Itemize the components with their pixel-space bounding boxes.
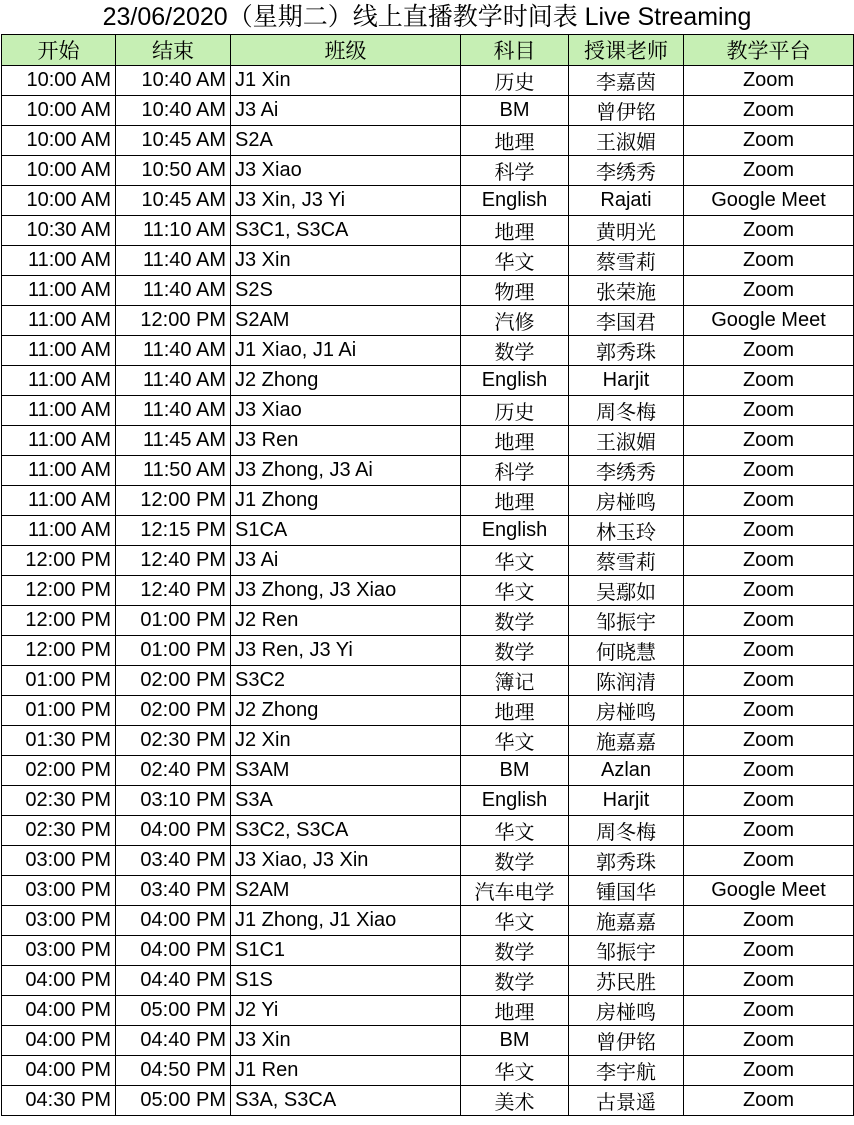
cell-subject: 地理: [461, 696, 569, 726]
cell-platform: Zoom: [684, 396, 854, 426]
cell-end: 11:40 AM: [116, 366, 231, 396]
cell-start: 03:00 PM: [2, 936, 116, 966]
cell-class: J2 Xin: [231, 726, 461, 756]
cell-subject: 簿记: [461, 666, 569, 696]
cell-teacher: Rajati: [569, 186, 684, 216]
cell-end: 10:50 AM: [116, 156, 231, 186]
cell-end: 11:45 AM: [116, 426, 231, 456]
cell-platform: Zoom: [684, 846, 854, 876]
cell-start: 04:00 PM: [2, 1056, 116, 1086]
cell-teacher: 黄明光: [569, 216, 684, 246]
cell-platform: Zoom: [684, 576, 854, 606]
table-row: [2, 66, 854, 96]
cell-class: S2A: [231, 126, 461, 156]
cell-teacher: 郭秀珠: [569, 336, 684, 366]
header-row: [2, 35, 854, 66]
cell-start: 02:30 PM: [2, 786, 116, 816]
table-row: [2, 726, 854, 756]
table-header: [2, 35, 854, 66]
cell-subject: 地理: [461, 996, 569, 1026]
cell-class: S1CA: [231, 516, 461, 546]
cell-subject: 地理: [461, 426, 569, 456]
cell-start: 11:00 AM: [2, 426, 116, 456]
cell-end: 12:15 PM: [116, 516, 231, 546]
cell-teacher: 房椪鸣: [569, 996, 684, 1026]
cell-start: 04:00 PM: [2, 966, 116, 996]
cell-subject: 数学: [461, 966, 569, 996]
cell-platform: Zoom: [684, 1086, 854, 1116]
cell-platform: Zoom: [684, 156, 854, 186]
cell-class: S3C1, S3CA: [231, 216, 461, 246]
cell-class: J1 Zhong: [231, 486, 461, 516]
cell-platform: Zoom: [684, 516, 854, 546]
table-row: [2, 1056, 854, 1086]
table-row: [2, 276, 854, 306]
cell-subject: 数学: [461, 636, 569, 666]
cell-platform: Zoom: [684, 966, 854, 996]
cell-teacher: 邹振宇: [569, 936, 684, 966]
table-row: [2, 246, 854, 276]
cell-platform: Zoom: [684, 906, 854, 936]
cell-class: J3 Ai: [231, 546, 461, 576]
cell-platform: Google Meet: [684, 186, 854, 216]
cell-end: 02:40 PM: [116, 756, 231, 786]
header-subject: 科目: [461, 35, 569, 66]
cell-start: 11:00 AM: [2, 396, 116, 426]
cell-teacher: 锺国华: [569, 876, 684, 906]
table-row: [2, 606, 854, 636]
cell-teacher: 王淑媚: [569, 126, 684, 156]
cell-subject: 汽修: [461, 306, 569, 336]
cell-teacher: 苏民胜: [569, 966, 684, 996]
cell-end: 05:00 PM: [116, 1086, 231, 1116]
page-title: 23/06/2020（星期二）线上直播教学时间表 Live Streaming: [0, 0, 854, 34]
cell-start: 02:00 PM: [2, 756, 116, 786]
table-row: [2, 336, 854, 366]
table-row: [2, 456, 854, 486]
cell-teacher: 蔡雪莉: [569, 246, 684, 276]
cell-start: 01:00 PM: [2, 666, 116, 696]
cell-class: J2 Zhong: [231, 696, 461, 726]
cell-end: 12:00 PM: [116, 486, 231, 516]
cell-subject: 美术: [461, 1086, 569, 1116]
cell-platform: Zoom: [684, 1056, 854, 1086]
cell-start: 10:00 AM: [2, 186, 116, 216]
cell-subject: 历史: [461, 396, 569, 426]
cell-start: 11:00 AM: [2, 486, 116, 516]
table-row: [2, 96, 854, 126]
cell-teacher: 李绣秀: [569, 156, 684, 186]
cell-subject: English: [461, 366, 569, 396]
cell-subject: English: [461, 186, 569, 216]
cell-platform: Zoom: [684, 486, 854, 516]
cell-class: J3 Zhong, J3 Ai: [231, 456, 461, 486]
cell-class: J3 Ai: [231, 96, 461, 126]
cell-platform: Zoom: [684, 96, 854, 126]
cell-start: 10:30 AM: [2, 216, 116, 246]
cell-platform: Zoom: [684, 246, 854, 276]
cell-end: 10:45 AM: [116, 126, 231, 156]
cell-class: S3A: [231, 786, 461, 816]
cell-subject: English: [461, 516, 569, 546]
cell-start: 10:00 AM: [2, 96, 116, 126]
cell-class: J3 Ren, J3 Yi: [231, 636, 461, 666]
cell-end: 04:40 PM: [116, 966, 231, 996]
timetable: [1, 34, 854, 1116]
cell-start: 03:00 PM: [2, 906, 116, 936]
header-end: 结束: [116, 35, 231, 66]
cell-class: S3C2, S3CA: [231, 816, 461, 846]
table-row: [2, 996, 854, 1026]
cell-class: J3 Xiao, J3 Xin: [231, 846, 461, 876]
cell-teacher: 何晓慧: [569, 636, 684, 666]
table-row: [2, 666, 854, 696]
table-row: [2, 966, 854, 996]
cell-start: 10:00 AM: [2, 126, 116, 156]
cell-start: 01:00 PM: [2, 696, 116, 726]
cell-start: 10:00 AM: [2, 156, 116, 186]
cell-subject: 地理: [461, 126, 569, 156]
table-row: [2, 876, 854, 906]
cell-class: J1 Ren: [231, 1056, 461, 1086]
cell-teacher: 陈润清: [569, 666, 684, 696]
cell-platform: Zoom: [684, 366, 854, 396]
cell-teacher: 蔡雪莉: [569, 546, 684, 576]
cell-subject: 物理: [461, 276, 569, 306]
cell-start: 11:00 AM: [2, 366, 116, 396]
cell-subject: 华文: [461, 546, 569, 576]
table-row: [2, 1026, 854, 1056]
cell-teacher: 房椪鸣: [569, 486, 684, 516]
cell-subject: BM: [461, 756, 569, 786]
table-row: [2, 696, 854, 726]
cell-class: S3AM: [231, 756, 461, 786]
cell-class: J1 Zhong, J1 Xiao: [231, 906, 461, 936]
cell-teacher: 李国君: [569, 306, 684, 336]
table-row: [2, 156, 854, 186]
cell-class: J3 Ren: [231, 426, 461, 456]
cell-end: 11:40 AM: [116, 276, 231, 306]
cell-subject: 数学: [461, 936, 569, 966]
cell-subject: 科学: [461, 156, 569, 186]
cell-class: S2AM: [231, 876, 461, 906]
table-row: [2, 126, 854, 156]
cell-teacher: 郭秀珠: [569, 846, 684, 876]
cell-class: J1 Xiao, J1 Ai: [231, 336, 461, 366]
cell-teacher: 周冬梅: [569, 396, 684, 426]
cell-start: 11:00 AM: [2, 336, 116, 366]
cell-class: S3C2: [231, 666, 461, 696]
cell-teacher: 李嘉茵: [569, 66, 684, 96]
cell-teacher: Azlan: [569, 756, 684, 786]
cell-class: J3 Xiao: [231, 396, 461, 426]
cell-end: 03:10 PM: [116, 786, 231, 816]
cell-end: 04:00 PM: [116, 816, 231, 846]
cell-end: 12:40 PM: [116, 546, 231, 576]
cell-subject: 科学: [461, 456, 569, 486]
cell-end: 04:50 PM: [116, 1056, 231, 1086]
cell-platform: Zoom: [684, 636, 854, 666]
cell-platform: Zoom: [684, 696, 854, 726]
cell-class: J3 Xin: [231, 246, 461, 276]
cell-platform: Zoom: [684, 816, 854, 846]
cell-end: 03:40 PM: [116, 876, 231, 906]
cell-class: J1 Xin: [231, 66, 461, 96]
cell-start: 12:00 PM: [2, 636, 116, 666]
cell-end: 12:00 PM: [116, 306, 231, 336]
cell-class: J3 Xin, J3 Yi: [231, 186, 461, 216]
cell-platform: Zoom: [684, 1026, 854, 1056]
cell-platform: Zoom: [684, 936, 854, 966]
cell-subject: 华文: [461, 1056, 569, 1086]
cell-subject: 华文: [461, 246, 569, 276]
table-row: [2, 306, 854, 336]
cell-end: 05:00 PM: [116, 996, 231, 1026]
cell-teacher: 林玉玲: [569, 516, 684, 546]
cell-end: 11:40 AM: [116, 246, 231, 276]
cell-end: 11:40 AM: [116, 336, 231, 366]
cell-platform: Zoom: [684, 66, 854, 96]
table-row: [2, 396, 854, 426]
table-row: [2, 576, 854, 606]
cell-teacher: 王淑媚: [569, 426, 684, 456]
table-row: [2, 816, 854, 846]
cell-class: S3A, S3CA: [231, 1086, 461, 1116]
header-platform: 教学平台: [684, 35, 854, 66]
cell-class: J2 Zhong: [231, 366, 461, 396]
cell-subject: 华文: [461, 906, 569, 936]
cell-teacher: Harjit: [569, 366, 684, 396]
cell-platform: Zoom: [684, 786, 854, 816]
cell-subject: 地理: [461, 216, 569, 246]
cell-subject: BM: [461, 96, 569, 126]
cell-platform: Zoom: [684, 726, 854, 756]
cell-teacher: 古景遥: [569, 1086, 684, 1116]
cell-subject: 华文: [461, 726, 569, 756]
cell-end: 11:40 AM: [116, 396, 231, 426]
cell-platform: Zoom: [684, 456, 854, 486]
cell-platform: Zoom: [684, 546, 854, 576]
header-class: 班级: [231, 35, 461, 66]
table-row: [2, 786, 854, 816]
cell-end: 02:00 PM: [116, 696, 231, 726]
cell-end: 11:10 AM: [116, 216, 231, 246]
cell-end: 10:40 AM: [116, 66, 231, 96]
cell-class: S2S: [231, 276, 461, 306]
cell-platform: Google Meet: [684, 876, 854, 906]
table-row: [2, 846, 854, 876]
cell-subject: 历史: [461, 66, 569, 96]
table-row: [2, 756, 854, 786]
cell-subject: 华文: [461, 576, 569, 606]
cell-subject: 地理: [461, 486, 569, 516]
cell-end: 04:00 PM: [116, 906, 231, 936]
cell-start: 11:00 AM: [2, 516, 116, 546]
cell-start: 02:30 PM: [2, 816, 116, 846]
cell-start: 11:00 AM: [2, 456, 116, 486]
cell-subject: 汽车电学: [461, 876, 569, 906]
table-row: [2, 426, 854, 456]
table-row: [2, 636, 854, 666]
table-row: [2, 936, 854, 966]
cell-end: 10:40 AM: [116, 96, 231, 126]
cell-start: 12:00 PM: [2, 546, 116, 576]
cell-teacher: 周冬梅: [569, 816, 684, 846]
cell-platform: Zoom: [684, 426, 854, 456]
cell-teacher: 曾伊铭: [569, 1026, 684, 1056]
cell-start: 12:00 PM: [2, 606, 116, 636]
cell-class: J2 Yi: [231, 996, 461, 1026]
cell-teacher: 吴鄢如: [569, 576, 684, 606]
table-body: [2, 66, 854, 1116]
cell-end: 02:00 PM: [116, 666, 231, 696]
cell-platform: Zoom: [684, 996, 854, 1026]
table-row: [2, 516, 854, 546]
cell-end: 01:00 PM: [116, 636, 231, 666]
cell-class: S1S: [231, 966, 461, 996]
cell-class: J3 Zhong, J3 Xiao: [231, 576, 461, 606]
cell-end: 10:45 AM: [116, 186, 231, 216]
cell-platform: Zoom: [684, 666, 854, 696]
cell-class: J3 Xin: [231, 1026, 461, 1056]
cell-teacher: 李宇航: [569, 1056, 684, 1086]
cell-subject: English: [461, 786, 569, 816]
cell-class: J3 Xiao: [231, 156, 461, 186]
table-row: [2, 186, 854, 216]
table-row: [2, 486, 854, 516]
header-teacher: 授课老师: [569, 35, 684, 66]
cell-platform: Zoom: [684, 336, 854, 366]
cell-teacher: 施嘉嘉: [569, 726, 684, 756]
cell-subject: 华文: [461, 816, 569, 846]
cell-end: 04:00 PM: [116, 936, 231, 966]
table-row: [2, 366, 854, 396]
cell-subject: 数学: [461, 336, 569, 366]
table-row: [2, 906, 854, 936]
cell-start: 04:30 PM: [2, 1086, 116, 1116]
cell-end: 04:40 PM: [116, 1026, 231, 1056]
cell-start: 01:30 PM: [2, 726, 116, 756]
table-row: [2, 1086, 854, 1116]
cell-subject: 数学: [461, 846, 569, 876]
cell-teacher: 施嘉嘉: [569, 906, 684, 936]
table-row: [2, 216, 854, 246]
cell-start: 11:00 AM: [2, 246, 116, 276]
cell-platform: Google Meet: [684, 306, 854, 336]
cell-subject: BM: [461, 1026, 569, 1056]
cell-end: 03:40 PM: [116, 846, 231, 876]
cell-teacher: 李绣秀: [569, 456, 684, 486]
cell-teacher: 曾伊铭: [569, 96, 684, 126]
cell-teacher: 张荣施: [569, 276, 684, 306]
cell-end: 01:00 PM: [116, 606, 231, 636]
cell-end: 02:30 PM: [116, 726, 231, 756]
cell-end: 12:40 PM: [116, 576, 231, 606]
cell-teacher: Harjit: [569, 786, 684, 816]
cell-teacher: 邹振宇: [569, 606, 684, 636]
cell-start: 03:00 PM: [2, 846, 116, 876]
cell-start: 10:00 AM: [2, 66, 116, 96]
cell-start: 11:00 AM: [2, 276, 116, 306]
table-row: [2, 546, 854, 576]
cell-subject: 数学: [461, 606, 569, 636]
cell-start: 12:00 PM: [2, 576, 116, 606]
cell-start: 04:00 PM: [2, 1026, 116, 1056]
cell-start: 04:00 PM: [2, 996, 116, 1026]
cell-platform: Zoom: [684, 606, 854, 636]
cell-platform: Zoom: [684, 756, 854, 786]
cell-end: 11:50 AM: [116, 456, 231, 486]
cell-class: S1C1: [231, 936, 461, 966]
cell-start: 11:00 AM: [2, 306, 116, 336]
header-start: 开始: [2, 35, 116, 66]
cell-platform: Zoom: [684, 276, 854, 306]
cell-platform: Zoom: [684, 126, 854, 156]
cell-platform: Zoom: [684, 216, 854, 246]
cell-start: 03:00 PM: [2, 876, 116, 906]
cell-teacher: 房椪鸣: [569, 696, 684, 726]
cell-class: S2AM: [231, 306, 461, 336]
cell-class: J2 Ren: [231, 606, 461, 636]
